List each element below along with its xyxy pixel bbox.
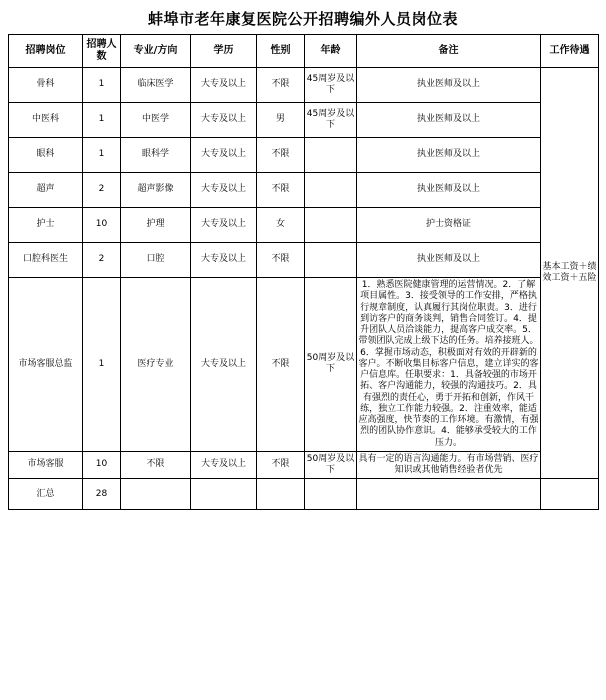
- summary-count: 28: [83, 479, 121, 510]
- cell-pay-merged: 基本工资＋绩效工资＋五险: [541, 68, 599, 479]
- cell-major: 护理: [121, 208, 191, 243]
- cell-remark: 执业医师及以上: [357, 138, 541, 173]
- table-row: [9, 103, 599, 138]
- cell-count: 1: [83, 278, 121, 452]
- cell-education: 大专及以上: [191, 208, 257, 243]
- cell-education: 大专及以上: [191, 68, 257, 103]
- header-gender: 性别: [257, 35, 305, 68]
- cell-major: 超声影像: [121, 173, 191, 208]
- cell-age: [305, 173, 357, 208]
- header-age: 年龄: [305, 35, 357, 68]
- summary-blank-age: [305, 479, 357, 510]
- header-remark: 备注: [357, 35, 541, 68]
- table-summary-row: [9, 479, 599, 510]
- cell-major: 不限: [121, 451, 191, 479]
- cell-age: 50周岁及以下: [305, 278, 357, 452]
- cell-age: 50周岁及以下: [305, 451, 357, 479]
- cell-major: 口腔: [121, 243, 191, 278]
- cell-education: 大专及以上: [191, 451, 257, 479]
- summary-blank-pay: [541, 479, 599, 510]
- cell-post: 护士: [9, 208, 83, 243]
- cell-post: 骨科: [9, 68, 83, 103]
- cell-post: 中医科: [9, 103, 83, 138]
- page-title: 蚌埠市老年康复医院公开招聘编外人员岗位表: [147, 10, 458, 28]
- cell-post: 眼科: [9, 138, 83, 173]
- cell-count: 10: [83, 208, 121, 243]
- cell-age: 45周岁及以下: [305, 68, 357, 103]
- cell-age: [305, 243, 357, 278]
- cell-gender: 女: [257, 208, 305, 243]
- cell-gender: 不限: [257, 68, 305, 103]
- cell-age: [305, 208, 357, 243]
- cell-post: 市场客服: [9, 451, 83, 479]
- cell-remark: 执业医师及以上: [357, 173, 541, 208]
- table-row: [9, 68, 599, 103]
- cell-remark: 执业医师及以上: [357, 68, 541, 103]
- table-row: [9, 208, 599, 243]
- cell-post: 市场客服总监: [9, 278, 83, 452]
- cell-post: 口腔科医生: [9, 243, 83, 278]
- cell-count: 10: [83, 451, 121, 479]
- cell-education: 大专及以上: [191, 103, 257, 138]
- cell-education: 大专及以上: [191, 243, 257, 278]
- cell-count: 2: [83, 243, 121, 278]
- cell-education: 大专及以上: [191, 278, 257, 452]
- cell-count: 1: [83, 103, 121, 138]
- cell-major: 中医学: [121, 103, 191, 138]
- summary-blank-remark: [357, 479, 541, 510]
- header-count: 招聘人数: [83, 35, 121, 68]
- recruitment-table: [8, 34, 599, 510]
- cell-education: 大专及以上: [191, 138, 257, 173]
- cell-education: 大专及以上: [191, 173, 257, 208]
- header-pay: 工作待遇: [541, 35, 599, 68]
- cell-major: 临床医学: [121, 68, 191, 103]
- table-header-row: [9, 35, 599, 68]
- table-row: [9, 173, 599, 208]
- summary-blank-major: [121, 479, 191, 510]
- cell-remark: 1．熟悉医院健康管理的运营情况。2．了解项目属性。3．接受领导的工作安排，严格执行规章制度，认真履行其岗位职责。3．进行到访客户的商务谈判，销售合同签订。4．提升团队人员洽谈能力，提高客户成交率。5．带领团队完成上级下达的任务。培养接班人。6．掌握市场动态，积极面对有效的开辟新的客户。不断收集目标客户信息，建立详实的客户信息库。任职要求：1．具备较强的市场开拓、客户沟通能力，较强的沟通技巧。2．具有强烈的责任心，勇于开拓和创新，作风干练，独立工作能力较强。2．注重效率，能适应高强度，快节奏的工作环境。有激情，有强烈的团队协作意识。4．能够承受较大的工作压力。: [357, 278, 541, 452]
- cell-remark: 具有一定的语言沟通能力。有市场营销、医疗知识或其他销售经验者优先: [357, 451, 541, 479]
- summary-blank-gender: [257, 479, 305, 510]
- cell-gender: 不限: [257, 243, 305, 278]
- cell-major: 眼科学: [121, 138, 191, 173]
- header-major: 专业/方向: [121, 35, 191, 68]
- cell-remark: 护士资格证: [357, 208, 541, 243]
- header-post: 招聘岗位: [9, 35, 83, 68]
- table-row: [9, 138, 599, 173]
- table-row: [9, 451, 599, 479]
- cell-remark: 执业医师及以上: [357, 243, 541, 278]
- cell-count: 2: [83, 173, 121, 208]
- cell-gender: 不限: [257, 451, 305, 479]
- table-row: [9, 243, 599, 278]
- cell-age: 45周岁及以下: [305, 103, 357, 138]
- summary-label: 汇总: [9, 479, 83, 510]
- cell-gender: 不限: [257, 173, 305, 208]
- cell-major: 医疗专业: [121, 278, 191, 452]
- cell-remark: 执业医师及以上: [357, 103, 541, 138]
- cell-age: [305, 138, 357, 173]
- cell-gender: 不限: [257, 278, 305, 452]
- cell-count: 1: [83, 68, 121, 103]
- cell-gender: 男: [257, 103, 305, 138]
- cell-gender: 不限: [257, 138, 305, 173]
- cell-count: 1: [83, 138, 121, 173]
- table-row: [9, 278, 599, 452]
- cell-post: 超声: [9, 173, 83, 208]
- header-education: 学历: [191, 35, 257, 68]
- summary-blank-education: [191, 479, 257, 510]
